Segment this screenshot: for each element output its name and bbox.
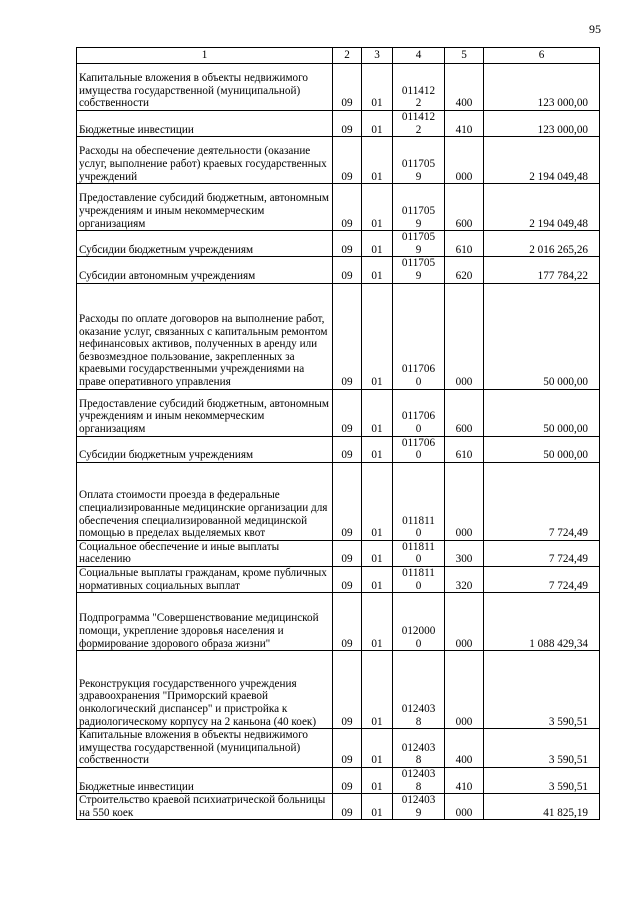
row-name: Бюджетные инвестиции — [77, 767, 333, 793]
row-amount: 3 590,51 — [484, 729, 600, 768]
row-name: Бюджетные инвестиции — [77, 111, 333, 137]
row-amount: 50 000,00 — [484, 389, 600, 436]
header-cell: 1 — [77, 48, 333, 64]
table-row — [77, 794, 600, 820]
row-amount: 50 000,00 — [484, 283, 600, 389]
row-amount: 2 016 265,26 — [484, 231, 600, 257]
row-section: 09 — [333, 767, 362, 793]
row-expense-type: 000 — [445, 137, 484, 184]
row-expense-type: 410 — [445, 767, 484, 793]
row-subsection: 01 — [362, 651, 393, 729]
row-expense-type: 400 — [445, 64, 484, 111]
row-name: Строительство краевой психиатрической больницы на 550 коек — [77, 794, 333, 820]
row-section: 09 — [333, 231, 362, 257]
row-target-code: 011706 0 — [393, 389, 445, 436]
row-name: Субсидии бюджетным учреждениям — [77, 231, 333, 257]
row-subsection: 01 — [362, 794, 393, 820]
row-expense-type: 410 — [445, 111, 484, 137]
page-number: 95 — [589, 22, 601, 36]
row-name: Капитальные вложения в объекты недвижимого имущества государственной (муниципальной) собственности — [77, 729, 333, 768]
table-row — [77, 184, 600, 231]
row-section: 09 — [333, 729, 362, 768]
row-amount: 1 088 429,34 — [484, 593, 600, 651]
row-name: Предоставление субсидий бюджетным, автономным учреждениям и иным некоммерческим организациям — [77, 389, 333, 436]
table-row — [77, 540, 600, 566]
row-subsection: 01 — [362, 184, 393, 231]
table-row — [77, 651, 600, 729]
row-expense-type: 600 — [445, 389, 484, 436]
header-cell: 2 — [333, 48, 362, 64]
row-subsection: 01 — [362, 729, 393, 768]
header-row — [77, 48, 600, 64]
table-row — [77, 436, 600, 462]
table-row — [77, 389, 600, 436]
row-section: 09 — [333, 566, 362, 592]
table-row — [77, 137, 600, 184]
table-row — [77, 64, 600, 111]
header-cell: 3 — [362, 48, 393, 64]
row-amount: 123 000,00 — [484, 64, 600, 111]
row-expense-type: 610 — [445, 231, 484, 257]
row-amount: 2 194 049,48 — [484, 184, 600, 231]
row-expense-type: 000 — [445, 593, 484, 651]
header-cell: 4 — [393, 48, 445, 64]
row-name: Субсидии бюджетным учреждениям — [77, 436, 333, 462]
row-name: Расходы на обеспечение деятельности (оказание услуг, выполнение работ) краевых государственных учреждений — [77, 137, 333, 184]
row-subsection: 01 — [362, 767, 393, 793]
row-section: 09 — [333, 184, 362, 231]
budget-table — [76, 47, 600, 820]
row-target-code: 011706 0 — [393, 283, 445, 389]
row-subsection: 01 — [362, 111, 393, 137]
row-target-code: 012403 8 — [393, 651, 445, 729]
table-row — [77, 729, 600, 768]
table-row — [77, 593, 600, 651]
table-row — [77, 257, 600, 283]
row-target-code: 011705 9 — [393, 257, 445, 283]
row-subsection: 01 — [362, 389, 393, 436]
row-amount: 7 724,49 — [484, 540, 600, 566]
row-amount: 7 724,49 — [484, 462, 600, 540]
row-section: 09 — [333, 137, 362, 184]
row-target-code: 012403 9 — [393, 794, 445, 820]
row-subsection: 01 — [362, 540, 393, 566]
row-expense-type: 300 — [445, 540, 484, 566]
row-target-code: 011705 9 — [393, 231, 445, 257]
row-name: Расходы по оплате договоров на выполнение работ, оказание услуг, связанных с капитальным ремонтом нефинансовых активов, полученных в аренду или безвозмездное пользование, закрепленных за краевыми государственными учреждениями на праве оперативного управления — [77, 283, 333, 389]
row-expense-type: 000 — [445, 794, 484, 820]
table-row — [77, 231, 600, 257]
row-section: 09 — [333, 283, 362, 389]
row-section: 09 — [333, 436, 362, 462]
row-amount: 2 194 049,48 — [484, 137, 600, 184]
row-subsection: 01 — [362, 593, 393, 651]
row-target-code: 011811 0 — [393, 540, 445, 566]
row-subsection: 01 — [362, 64, 393, 111]
row-target-code: 011706 0 — [393, 436, 445, 462]
row-amount: 3 590,51 — [484, 767, 600, 793]
row-amount: 50 000,00 — [484, 436, 600, 462]
row-expense-type: 620 — [445, 257, 484, 283]
row-section: 09 — [333, 111, 362, 137]
row-target-code: 011705 9 — [393, 184, 445, 231]
row-expense-type: 600 — [445, 184, 484, 231]
row-expense-type: 000 — [445, 651, 484, 729]
row-target-code: 012403 8 — [393, 729, 445, 768]
table-row — [77, 767, 600, 793]
row-section: 09 — [333, 64, 362, 111]
row-subsection: 01 — [362, 231, 393, 257]
row-amount: 177 784,22 — [484, 257, 600, 283]
row-section: 09 — [333, 651, 362, 729]
row-section: 09 — [333, 389, 362, 436]
table-row — [77, 462, 600, 540]
row-expense-type: 320 — [445, 566, 484, 592]
row-target-code: 011811 0 — [393, 566, 445, 592]
row-expense-type: 000 — [445, 462, 484, 540]
row-name: Подпрограмма "Совершенствование медицинской помощи, укрепление здоровья населения и формирование здорового образа жизни" — [77, 593, 333, 651]
row-amount: 123 000,00 — [484, 111, 600, 137]
row-target-code: 012000 0 — [393, 593, 445, 651]
row-name: Капитальные вложения в объекты недвижимого имущества государственной (муниципальной) собственности — [77, 64, 333, 111]
row-expense-type: 000 — [445, 283, 484, 389]
row-subsection: 01 — [362, 137, 393, 184]
table-row — [77, 566, 600, 592]
row-expense-type: 610 — [445, 436, 484, 462]
table-row — [77, 111, 600, 137]
table-row — [77, 283, 600, 389]
row-subsection: 01 — [362, 436, 393, 462]
row-subsection: 01 — [362, 462, 393, 540]
row-target-code: 012403 8 — [393, 767, 445, 793]
row-name: Социальное обеспечение и иные выплаты населению — [77, 540, 333, 566]
row-subsection: 01 — [362, 566, 393, 592]
header-cell: 5 — [445, 48, 484, 64]
row-section: 09 — [333, 462, 362, 540]
row-name: Субсидии автономным учреждениям — [77, 257, 333, 283]
row-target-code: 011705 9 — [393, 137, 445, 184]
row-target-code: 011412 2 — [393, 111, 445, 137]
row-section: 09 — [333, 593, 362, 651]
row-amount: 3 590,51 — [484, 651, 600, 729]
row-subsection: 01 — [362, 283, 393, 389]
row-target-code: 011811 0 — [393, 462, 445, 540]
header-cell: 6 — [484, 48, 600, 64]
row-section: 09 — [333, 540, 362, 566]
row-expense-type: 400 — [445, 729, 484, 768]
budget-table-body — [77, 48, 600, 820]
row-amount: 41 825,19 — [484, 794, 600, 820]
row-section: 09 — [333, 794, 362, 820]
row-name: Реконструкция государственного учреждения здравоохранения "Приморский краевой онкологический диспансер" и пристройка к радиологическому корпусу на 2 каньона (40 коек) — [77, 651, 333, 729]
row-name: Предоставление субсидий бюджетным, автономным учреждениям и иным некоммерческим организациям — [77, 184, 333, 231]
row-amount: 7 724,49 — [484, 566, 600, 592]
row-name: Оплата стоимости проезда в федеральные специализированные медицинские организации для обеспечения специализированной медицинской помощью в пределах выделяемых квот — [77, 462, 333, 540]
row-section: 09 — [333, 257, 362, 283]
row-subsection: 01 — [362, 257, 393, 283]
row-target-code: 011412 2 — [393, 64, 445, 111]
row-name: Социальные выплаты гражданам, кроме публичных нормативных социальных выплат — [77, 566, 333, 592]
